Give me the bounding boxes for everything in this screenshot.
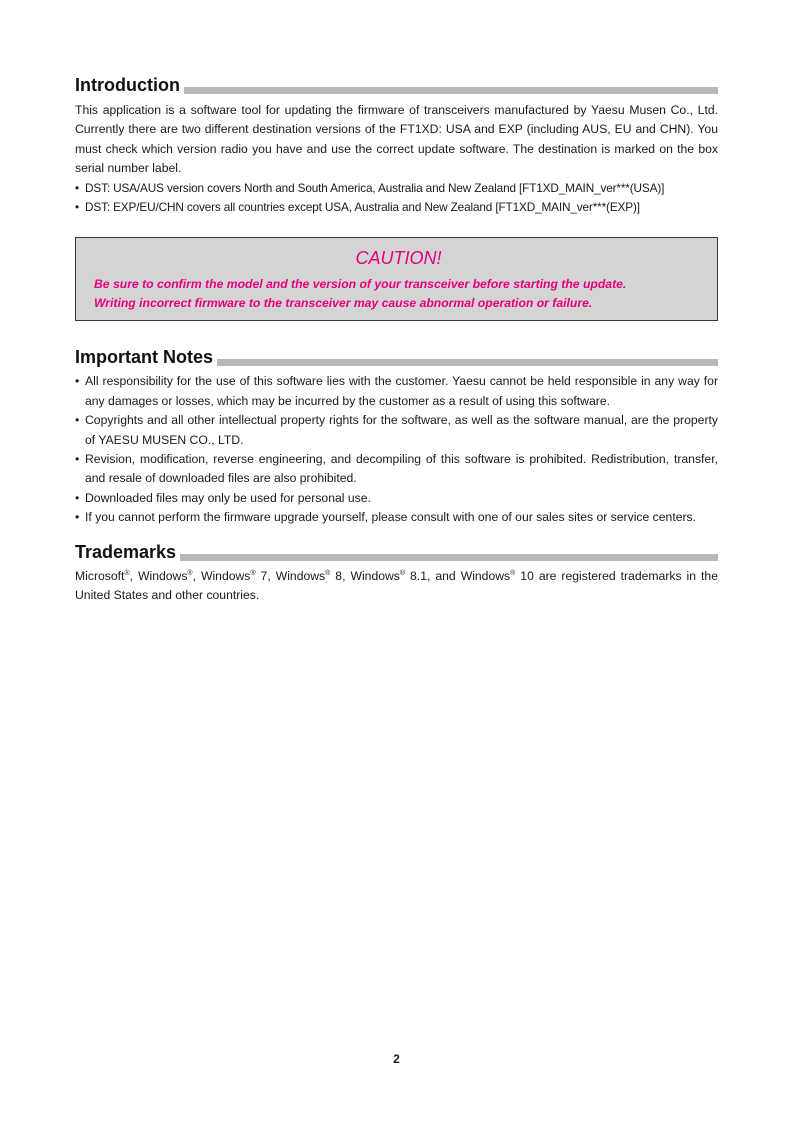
trademark-text: , Windows [192, 568, 251, 583]
important-notes-heading: Important Notes [75, 347, 217, 367]
trademark-text: Microsoft [75, 568, 125, 583]
trademarks-heading: Trademarks [75, 542, 180, 562]
trademark-text: 8.1, and Windows [405, 568, 511, 583]
registered-mark: ® [250, 569, 256, 577]
introduction-bullet-list [75, 179, 718, 218]
introduction-paragraph: This application is a software tool for updating the firmware of transceivers manufactured by Yaesu Musen Co., Ltd. Currently there are two different destination versions of the FT1XD: USA and EXP (including AUS, EU and CHN). You must check which version radio you have and use the correct update software. The destination is marked on the box serial number label. [75, 103, 718, 176]
document-page [75, 0, 718, 606]
caution-box [75, 237, 718, 321]
caution-line-1: Be sure to confirm the model and the version of your transceiver before starting the update. [94, 277, 627, 292]
registered-mark: ® [124, 569, 130, 577]
list-item: • All responsibility for the use of this software lies with the customer. Yaesu cannot be held responsible in any way for any damages or losses, which may be incurred by the customer as a result of using this software. [75, 372, 718, 411]
page-number: 2 [393, 1052, 400, 1066]
list-item: • If you cannot perform the firmware upgrade yourself, please consult with one of our sales sites or service centers. [75, 508, 718, 527]
list-item: • Revision, modification, reverse engineering, and decompiling of this software is prohibited. Redistribution, transfer, and resale of downloaded files are also prohibited. [75, 450, 718, 489]
important-notes-heading-bar [75, 345, 718, 367]
registered-mark: ® [187, 569, 193, 577]
list-item: • Downloaded files may only be used for personal use. [75, 489, 718, 508]
trademarks-paragraph [75, 567, 718, 606]
list-item: • Copyrights and all other intellectual property rights for the software, as well as the software manual, are the property of YAESU MUSEN CO., LTD. [75, 411, 718, 450]
registered-mark: ® [325, 569, 331, 577]
introduction-heading: Introduction [75, 75, 184, 95]
trademark-text: 10 are registered trademarks in the United States and other countries. [75, 568, 718, 603]
introduction-heading-bar [75, 73, 718, 95]
trademark-text: , Windows [129, 568, 188, 583]
caution-line-2: Writing incorrect firmware to the transceiver may cause abnormal operation or failure. [94, 295, 593, 310]
important-notes-list [75, 372, 718, 527]
registered-mark: ® [399, 569, 406, 577]
trademark-text: 7, Windows [255, 568, 326, 583]
registered-mark: ® [510, 569, 516, 577]
list-item: • DST: USA/AUS version covers North and South America, Australia and New Zealand [FT1XD_MAIN_ver***(USA)] [75, 179, 718, 198]
caution-title: CAUTION! [355, 248, 442, 269]
trademarks-heading-bar [75, 540, 718, 562]
list-item: • DST: EXP/EU/CHN covers all countries except USA, Australia and New Zealand [FT1XD_MAIN_ver***(EXP)] [75, 198, 718, 217]
trademark-text: 8, Windows [330, 568, 400, 583]
